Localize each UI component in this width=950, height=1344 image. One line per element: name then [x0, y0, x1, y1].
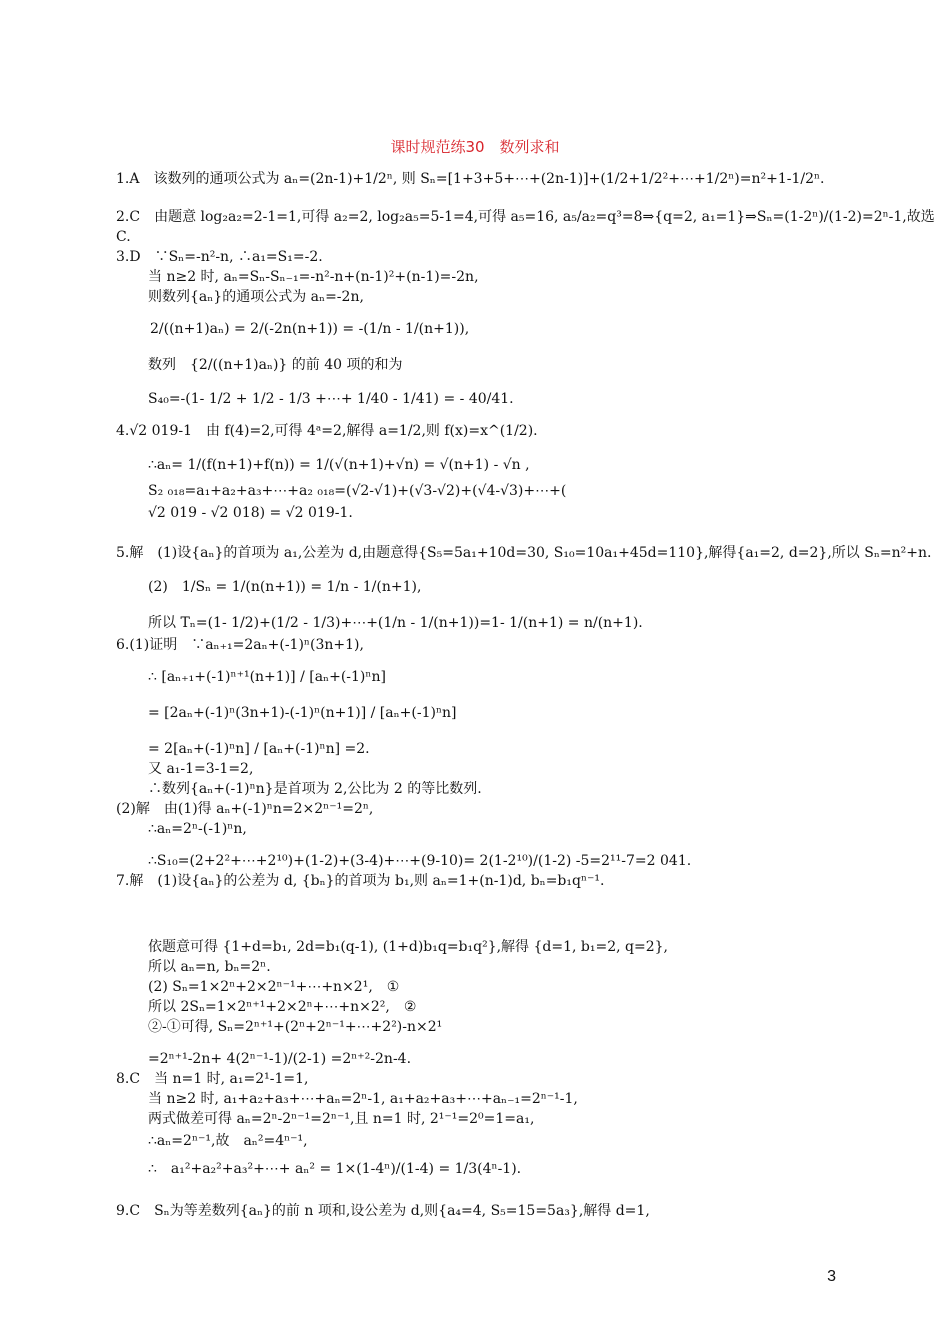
page-title: 课时规范练30 数列求和: [390, 138, 560, 156]
solution-line: 数列 {2/((n+1)aₙ)} 的前 40 项的和为: [148, 357, 403, 373]
solution-line: 所以 Tₙ=(1- 1/2)+(1/2 - 1/3)+⋯+(1/n - 1/(n+1))=1- 1/(n+1) = n/(n+1).: [148, 615, 643, 631]
solution-line: 2/((n+1)aₙ) = 2/(-2n(n+1)) = -(1/n - 1/(n+1)),: [150, 321, 470, 337]
solution-line: ∴aₙ=2ⁿ⁻¹,故 aₙ²=4ⁿ⁻¹,: [148, 1133, 308, 1149]
solution-line: 又 a₁-1=3-1=2,: [148, 761, 254, 777]
solution-line: ∴ a₁²+a₂²+a₃²+⋯+ aₙ² = 1×(1-4ⁿ)/(1-4) = 1/3(4ⁿ-1).: [148, 1161, 522, 1177]
solution-line: = [2aₙ+(-1)ⁿ(3n+1)-(-1)ⁿ(n+1)] / [aₙ+(-1)ⁿn]: [148, 705, 457, 721]
solution-line: = 2[aₙ+(-1)ⁿn] / [aₙ+(-1)ⁿn] =2.: [148, 741, 370, 757]
solution-line: 3.D ∵Sₙ=-n²-n, ∴a₁=S₁=-2.: [116, 249, 323, 265]
solution-line: ∴aₙ= 1/(f(n+1)+f(n)) = 1/(√(n+1)+√n) = √(n+1) - √n ,: [148, 457, 530, 473]
solution-line: √2 019 - √2 018) = √2 019-1.: [148, 505, 353, 521]
solution-line: 7.解 (1)设{aₙ}的公差为 d, {bₙ}的首项为 b₁,则 aₙ=1+(n-1)d, bₙ=b₁qⁿ⁻¹.: [116, 873, 605, 889]
solution-line: 当 n≥2 时, a₁+a₂+a₃+⋯+aₙ=2ⁿ-1, a₁+a₂+a₃+⋯+aₙ₋₁=2ⁿ⁻¹-1,: [148, 1091, 578, 1107]
solution-line: 所以 aₙ=n, bₙ=2ⁿ.: [148, 959, 271, 975]
solution-line: 依题意可得 {1+d=b₁, 2d=b₁(q-1), (1+d)b₁q=b₁q²},解得 {d=1, b₁=2, q=2},: [148, 939, 668, 955]
solution-line: 6.(1)证明 ∵aₙ₊₁=2aₙ+(-1)ⁿ(3n+1),: [116, 637, 364, 653]
solution-line: ∴S₁₀=(2+2²+⋯+2¹⁰)+(1-2)+(3-4)+⋯+(9-10)= 2(1-2¹⁰)/(1-2) -5=2¹¹-7=2 041.: [148, 853, 692, 869]
solution-line: 当 n≥2 时, aₙ=Sₙ-Sₙ₋₁=-n²-n+(n-1)²+(n-1)=-2n,: [148, 269, 479, 285]
solution-line: 4.√2 019-1 由 f(4)=2,可得 4ᵃ=2,解得 a=1/2,则 f(x)=x^(1/2).: [116, 423, 538, 439]
solution-line: 5.解 (1)设{aₙ}的首项为 a₁,公差为 d,由题意得{S₅=5a₁+10d=30, S₁₀=10a₁+45d=110},解得{a₁=2, d=2},所以 Sₙ=n²+n.: [116, 545, 932, 561]
solution-line: 两式做差可得 aₙ=2ⁿ-2ⁿ⁻¹=2ⁿ⁻¹,且 n=1 时, 2¹⁻¹=2⁰=1=a₁,: [148, 1111, 535, 1127]
solution-line: ∴ [aₙ₊₁+(-1)ⁿ⁺¹(n+1)] / [aₙ+(-1)ⁿn]: [148, 669, 386, 685]
solution-line: C.: [116, 229, 131, 245]
solution-line: (2) 1/Sₙ = 1/(n(n+1)) = 1/n - 1/(n+1),: [148, 579, 422, 595]
solution-line: 8.C 当 n=1 时, a₁=2¹-1=1,: [116, 1071, 309, 1087]
solution-line: S₂ ₀₁₈=a₁+a₂+a₃+⋯+a₂ ₀₁₈=(√2-√1)+(√3-√2)+(√4-√3)+⋯+(: [148, 483, 567, 499]
solution-line: 所以 2Sₙ=1×2ⁿ⁺¹+2×2ⁿ+⋯+n×2², ②: [148, 999, 417, 1015]
solution-line: 2.C 由题意 log₂a₂=2-1=1,可得 a₂=2, log₂a₅=5-1=4,可得 a₅=16, a₅/a₂=q³=8⇒{q=2, a₁=1}⇒Sₙ=(1-2ⁿ)/(1-2)=2ⁿ-1,故选: [116, 209, 935, 225]
solution-line: =2ⁿ⁺¹-2n+ 4(2ⁿ⁻¹-1)/(2-1) =2ⁿ⁺²-2n-4.: [148, 1051, 412, 1067]
solution-line: ∴数列{aₙ+(-1)ⁿn}是首项为 2,公比为 2 的等比数列.: [148, 781, 482, 797]
solution-line: ∴aₙ=2ⁿ-(-1)ⁿn,: [148, 821, 247, 837]
solution-line: (2) Sₙ=1×2ⁿ+2×2ⁿ⁻¹+⋯+n×2¹, ①: [148, 979, 400, 995]
page-number: 3: [827, 1268, 836, 1285]
solution-line: 则数列{aₙ}的通项公式为 aₙ=-2n,: [148, 289, 364, 305]
solution-line: 1.A 该数列的通项公式为 aₙ=(2n-1)+1/2ⁿ, 则 Sₙ=[1+3+5+⋯+(2n-1)]+(1/2+1/2²+⋯+1/2ⁿ)=n²+1-1/2ⁿ.: [116, 171, 825, 187]
solution-line: S₄₀=-(1- 1/2 + 1/2 - 1/3 +⋯+ 1/40 - 1/41) = - 40/41.: [148, 391, 514, 407]
solution-line: 9.C Sₙ为等差数列{aₙ}的前 n 项和,设公差为 d,则{a₄=4, S₅=15=5a₃},解得 d=1,: [116, 1203, 650, 1219]
solution-line: ②-①可得, Sₙ=2ⁿ⁺¹+(2ⁿ+2ⁿ⁻¹+⋯+2²)-n×2¹: [148, 1019, 443, 1035]
solution-line: (2)解 由(1)得 aₙ+(-1)ⁿn=2×2ⁿ⁻¹=2ⁿ,: [116, 801, 374, 817]
